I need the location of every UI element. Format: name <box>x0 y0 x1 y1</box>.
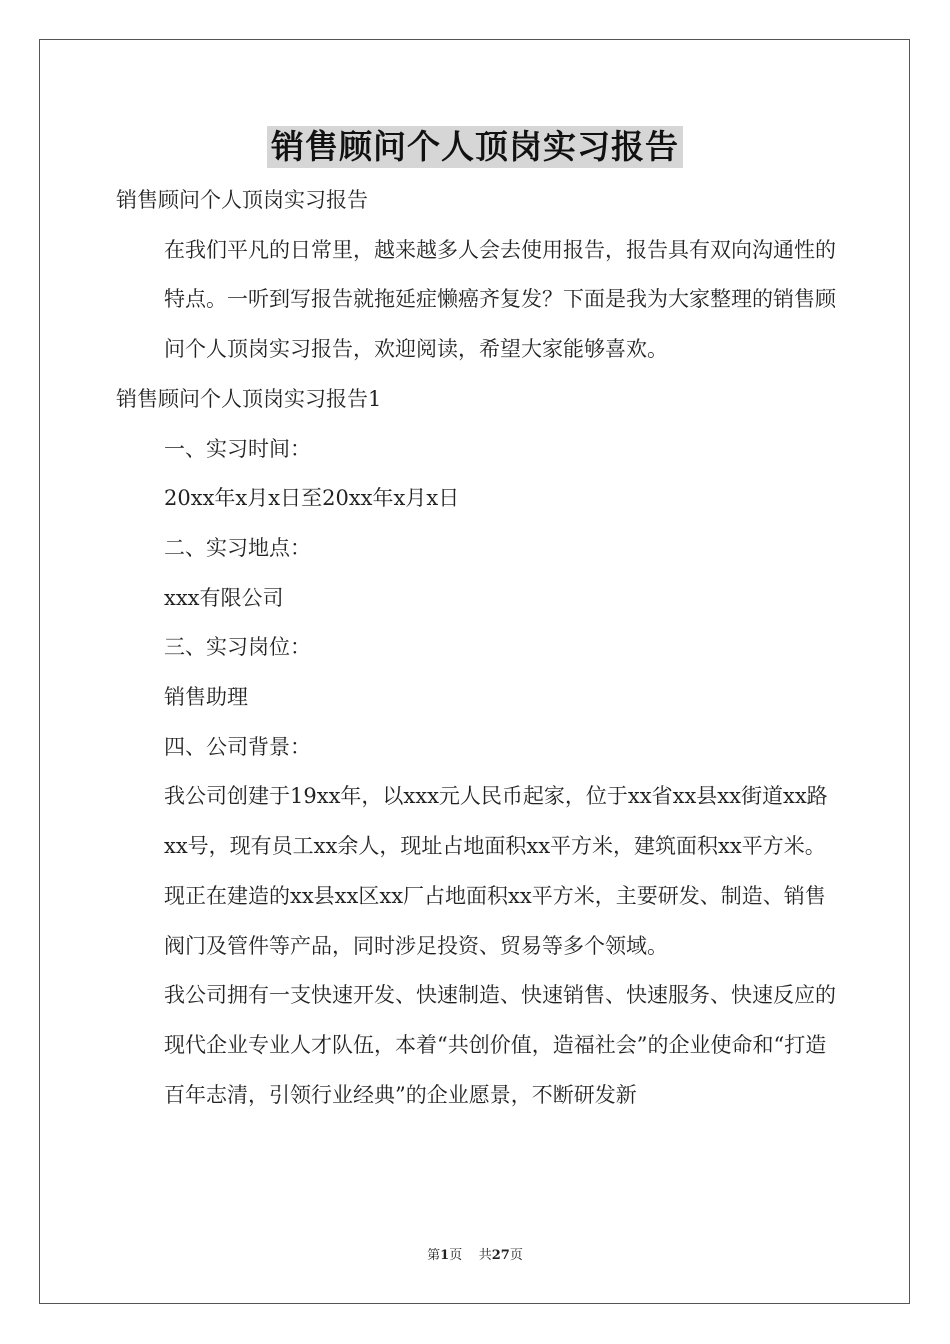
page-suffix: 页 <box>449 1248 463 1263</box>
item-value-position: 销售助理 <box>164 685 248 710</box>
section-heading: 销售顾问个人顶岗实习报告1 <box>116 386 382 411</box>
item-heading-location: 二、实习地点： <box>164 535 311 560</box>
background-paragraph-1: 我公司创建于19xx年，以xxx元人民币起家，位于xx省xx县xx街道xx路xx号，现有员工xx余人，现址占地面积xx平方米，建筑面积xx平方米。现正在建造的xx县xx区xx厂占地面积xx平方米，主要研发、制造、销售阀门及管件等产品，同时涉足投资、贸易等多个领域。 <box>164 784 828 958</box>
page-number: 1 <box>440 1248 450 1263</box>
total-pages: 27 <box>491 1248 510 1263</box>
item-heading-time: 一、实习时间： <box>164 436 311 461</box>
subtitle-paragraph: 销售顾问个人顶岗实习报告 <box>116 188 368 212</box>
page-footer <box>0 1244 950 1263</box>
title-container <box>0 126 950 168</box>
item-heading-position: 三、实习岗位： <box>164 635 311 660</box>
total-prefix: 共 <box>478 1248 492 1263</box>
intro-paragraph: 在我们平凡的日常里，越来越多人会去使用报告，报告具有双向沟通性的特点。一听到写报告就拖延症懒癌齐复发？下面是我为大家整理的销售顾问个人顶岗实习报告，欢迎阅读，希望大家能够喜欢。 <box>164 237 836 362</box>
item-value-time: 20xx年x月x日至20xx年x月x日 <box>164 486 460 511</box>
page-prefix: 第 <box>427 1248 441 1263</box>
document-title: 销售顾问个人顶岗实习报告 <box>267 126 683 168</box>
item-value-location: xxx有限公司 <box>164 585 284 610</box>
background-paragraph-2: 我公司拥有一支快速开发、快速制造、快速销售、快速服务、快速反应的现代企业专业人才队伍，本着“共创价值，造福社会”的企业使命和“打造百年志清，引领行业经典”的企业愿景，不断研发新 <box>164 983 836 1107</box>
document-body <box>116 176 836 1120</box>
total-suffix: 页 <box>509 1248 523 1263</box>
item-heading-background: 四、公司背景： <box>164 734 311 759</box>
